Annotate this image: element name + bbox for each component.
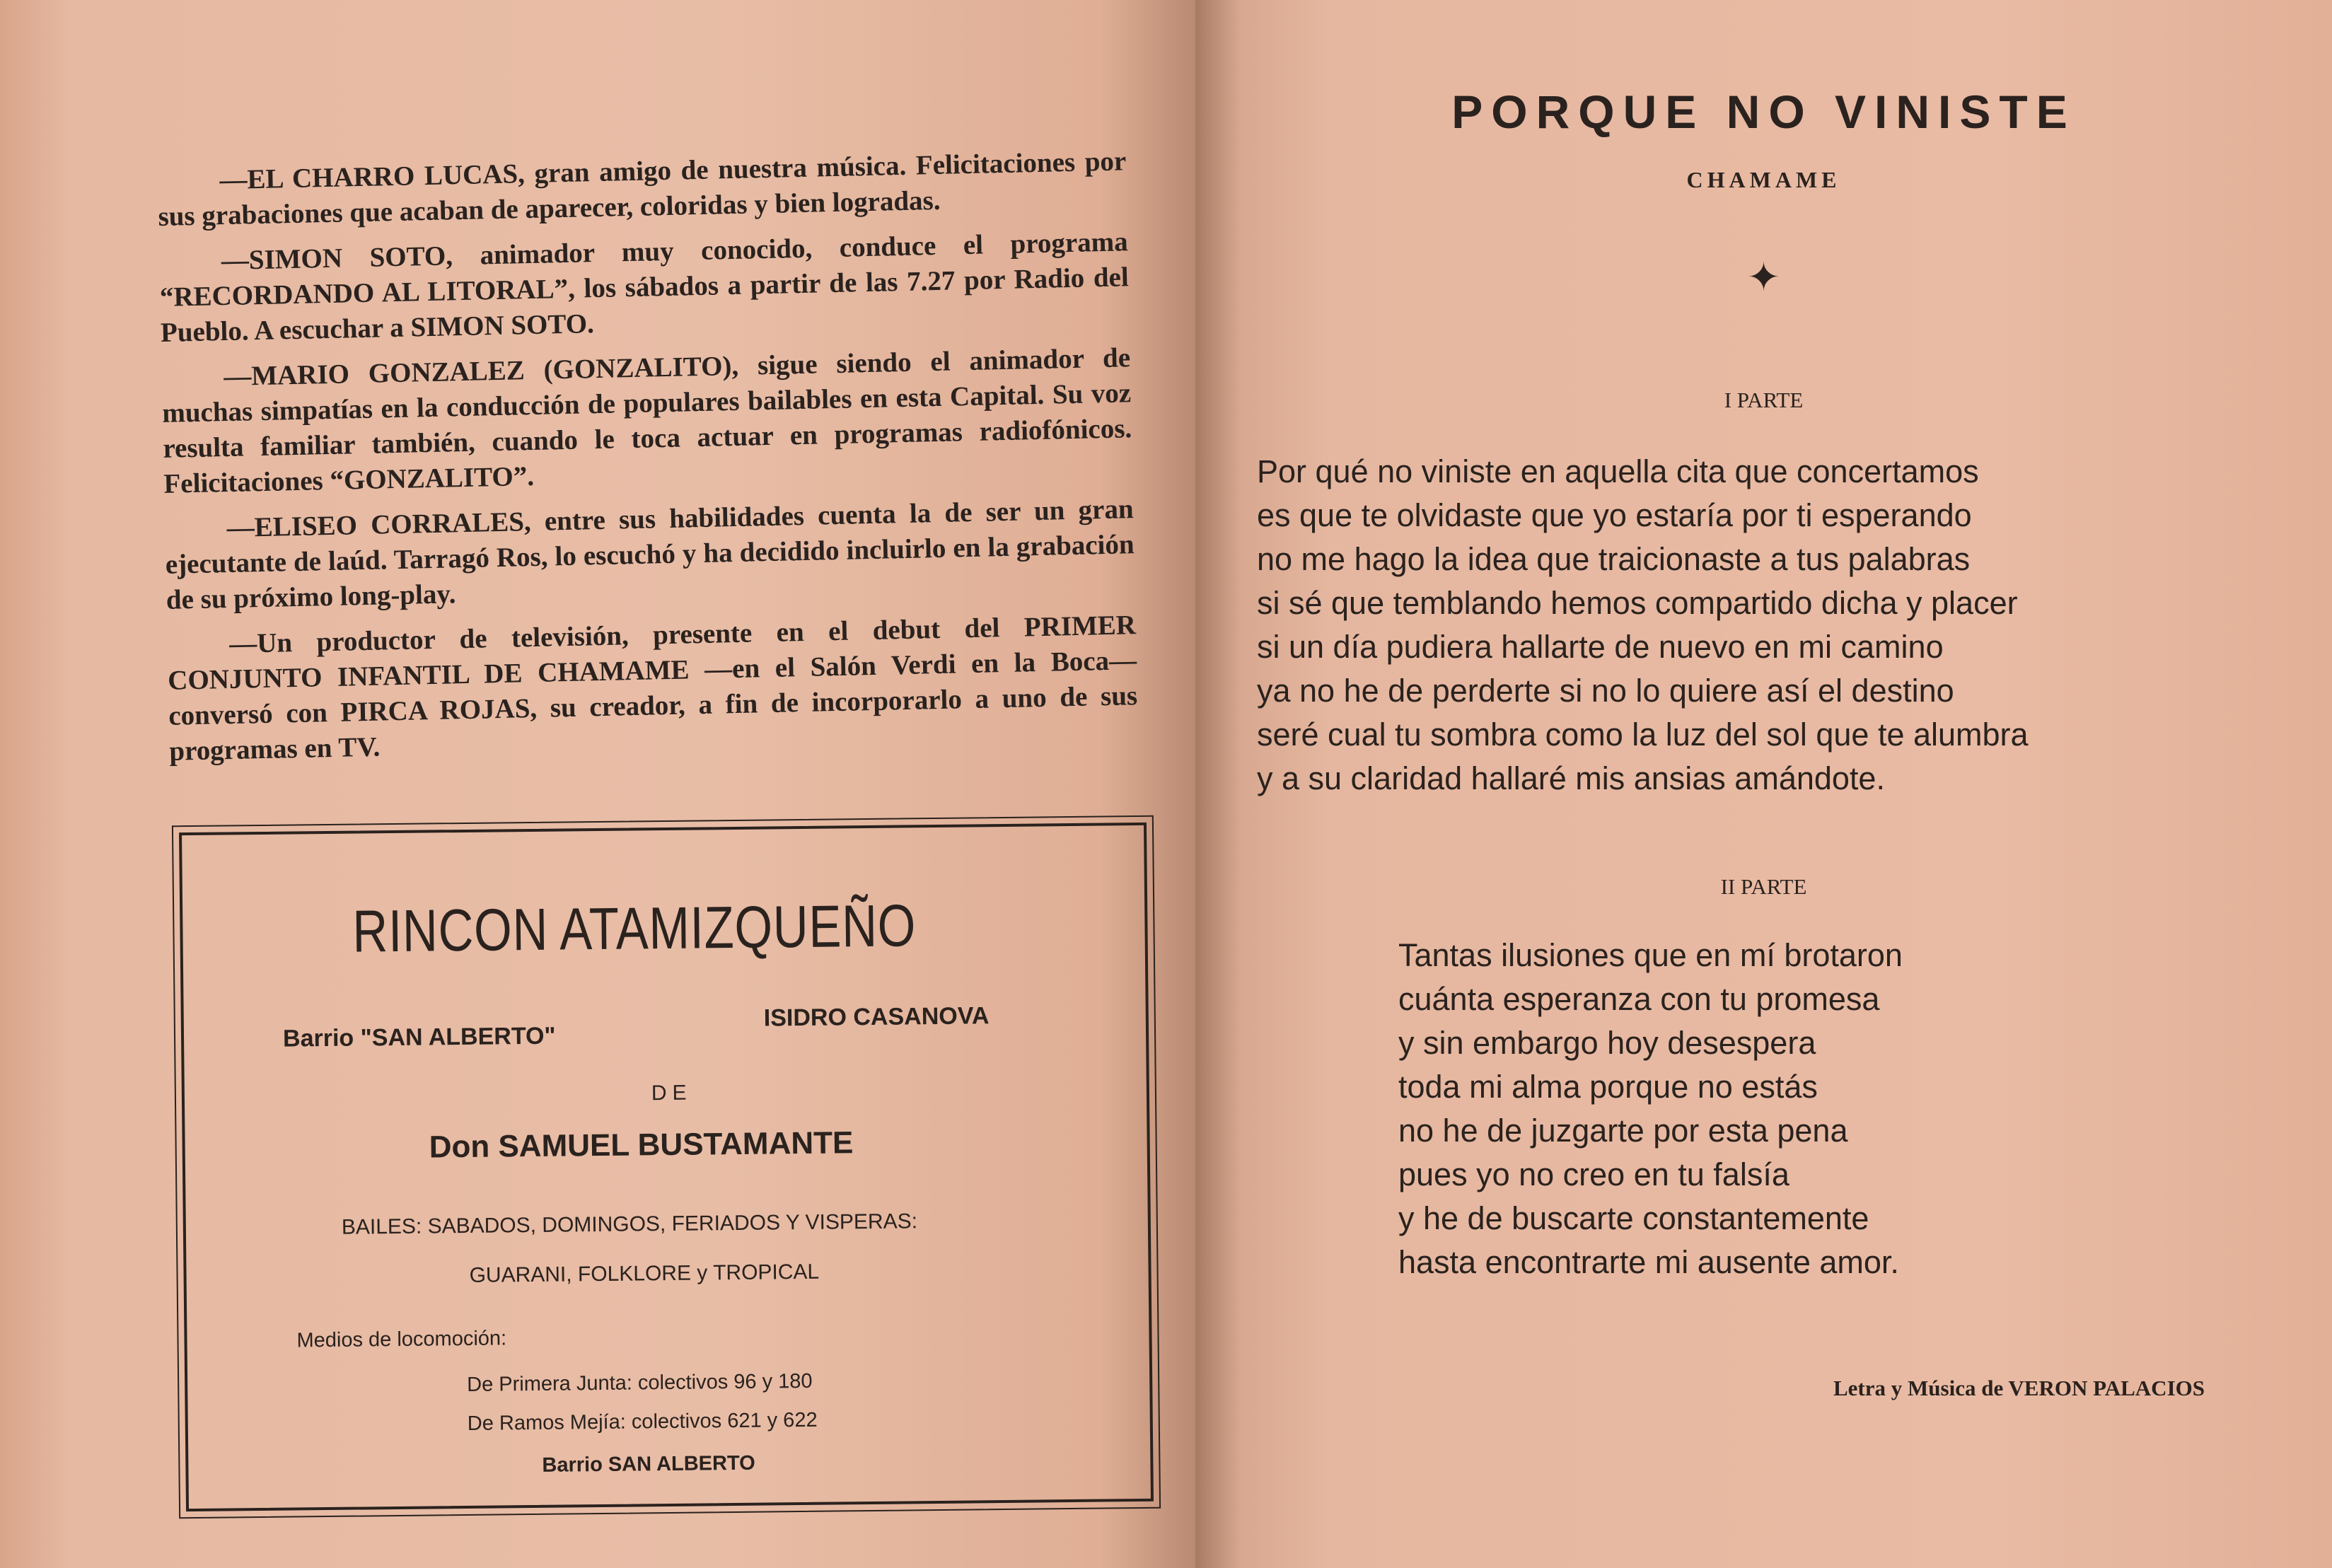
stanza-1 bbox=[1257, 450, 2029, 801]
lyric-line: Por qué no viniste en aquella cita que concertamos bbox=[1257, 453, 1979, 489]
news-item: —SIMON SOTO, animador muy conocido, conduce el programa “RECORDANDO AL LITORAL”, los sábados a partir de las 7.27 por Radio del Pueblo. A escuchar a SIMON SOTO. bbox=[159, 226, 1130, 348]
ad-transport-label: Medios de locomoción: bbox=[296, 1327, 507, 1352]
lyric-line: no me hago la idea que traicionaste a tus palabras bbox=[1257, 541, 1971, 577]
ad-owner: Don SAMUEL BUSTAMANTE bbox=[429, 1125, 854, 1165]
news-item: —Un productor de televisión, presente en el debut del PRIMER CONJUNTO INFANTIL DE CHAMAME —en el Salón Verdi en la Boca— conversó con PIRCA ROJAS, su creador, a fin de incorporarlo a uno de sus programas en TV. bbox=[167, 610, 1138, 767]
star-ornament-icon: ✦ bbox=[1747, 256, 1780, 300]
news-item: —EL CHARRO LUCAS, gran amigo de nuestra música. Felicitaciones por sus grabaciones que acaban de aparecer, coloridas y bien logradas. bbox=[158, 146, 1127, 232]
ad-barrio: Barrio "SAN ALBERTO" bbox=[282, 1022, 556, 1052]
news-item: —ELISEO CORRALES, entre sus habilidades cuenta la de ser un gran ejecutante de laúd. Tarragó Ros, lo escuchó y ha decidido incluirlo en la grabación de su próximo long-play. bbox=[165, 494, 1135, 615]
ad-genres: GUARANI, FOLKLORE y TROPICAL bbox=[469, 1260, 820, 1287]
ad-route-1: De Primera Junta: colectivos 96 y 180 bbox=[467, 1369, 813, 1396]
ad-bailes: BAILES: SABADOS, DOMINGOS, FERIADOS Y VISPERAS: bbox=[341, 1209, 918, 1239]
lyric-line: y a su claridad hallaré mis ansias amándote. bbox=[1257, 760, 1885, 796]
news-column bbox=[157, 144, 1139, 779]
lyric-line: y he de buscarte constantemente bbox=[1398, 1200, 1869, 1236]
lyric-line: Tantas ilusiones que en mí brotaron bbox=[1398, 937, 1903, 973]
part-2-heading: II PARTE bbox=[1720, 874, 1807, 899]
ad-locality: ISIDRO CASANOVA bbox=[763, 1002, 990, 1032]
song-credit: Letra y Música de VERON PALACIOS bbox=[1833, 1376, 2205, 1400]
lyric-line: pues yo no creo en tu falsía bbox=[1398, 1156, 1789, 1192]
part-1-heading: I PARTE bbox=[1724, 388, 1804, 412]
lyric-line: ya no he de perderte si no lo quiere así el destino bbox=[1257, 673, 1954, 709]
ad-title: RINCON ATAMIZQUEÑO bbox=[352, 892, 917, 965]
song-title: PORQUE NO VINISTE bbox=[1451, 86, 2076, 138]
ad-route-2: De Ramos Mejía: colectivos 621 y 622 bbox=[467, 1408, 818, 1435]
lyric-line: si sé que temblando hemos compartido dicha y placer bbox=[1257, 585, 2018, 621]
advertisement-box bbox=[179, 823, 1154, 1511]
song-genre: CHAMAME bbox=[1686, 167, 1841, 192]
ad-de: DE bbox=[651, 1081, 692, 1105]
lyric-line: cuánta esperanza con tu promesa bbox=[1398, 981, 1880, 1017]
lyric-line: es que te olvidaste que yo estaría por ti esperando bbox=[1257, 497, 1972, 533]
stanza-2 bbox=[1398, 934, 1903, 1284]
lyric-line: no he de juzgarte por esta pena bbox=[1398, 1113, 1848, 1149]
lyric-line: seré cual tu sombra como la luz del sol que te alumbra bbox=[1257, 716, 2029, 753]
lyric-line: hasta encontrarte mi ausente amor. bbox=[1398, 1244, 1899, 1280]
news-item: —MARIO GONZALEZ (GONZALITO), sigue siendo el animador de muchas simpatías en la conducción de populares bailables en esta Capital. Su voz resulta familiar también, cuando le toca actuar en programas radiofónicos. Felicitaciones “GONZALITO”. bbox=[161, 342, 1132, 499]
ad-footer: Barrio SAN ALBERTO bbox=[542, 1451, 755, 1477]
lyric-line: y sin embargo hoy desespera bbox=[1398, 1025, 1816, 1061]
lyric-line: toda mi alma porque no estás bbox=[1398, 1069, 1818, 1105]
right-page bbox=[1195, 0, 2332, 1568]
lyric-line: si un día pudiera hallarte de nuevo en mi camino bbox=[1257, 629, 1944, 665]
